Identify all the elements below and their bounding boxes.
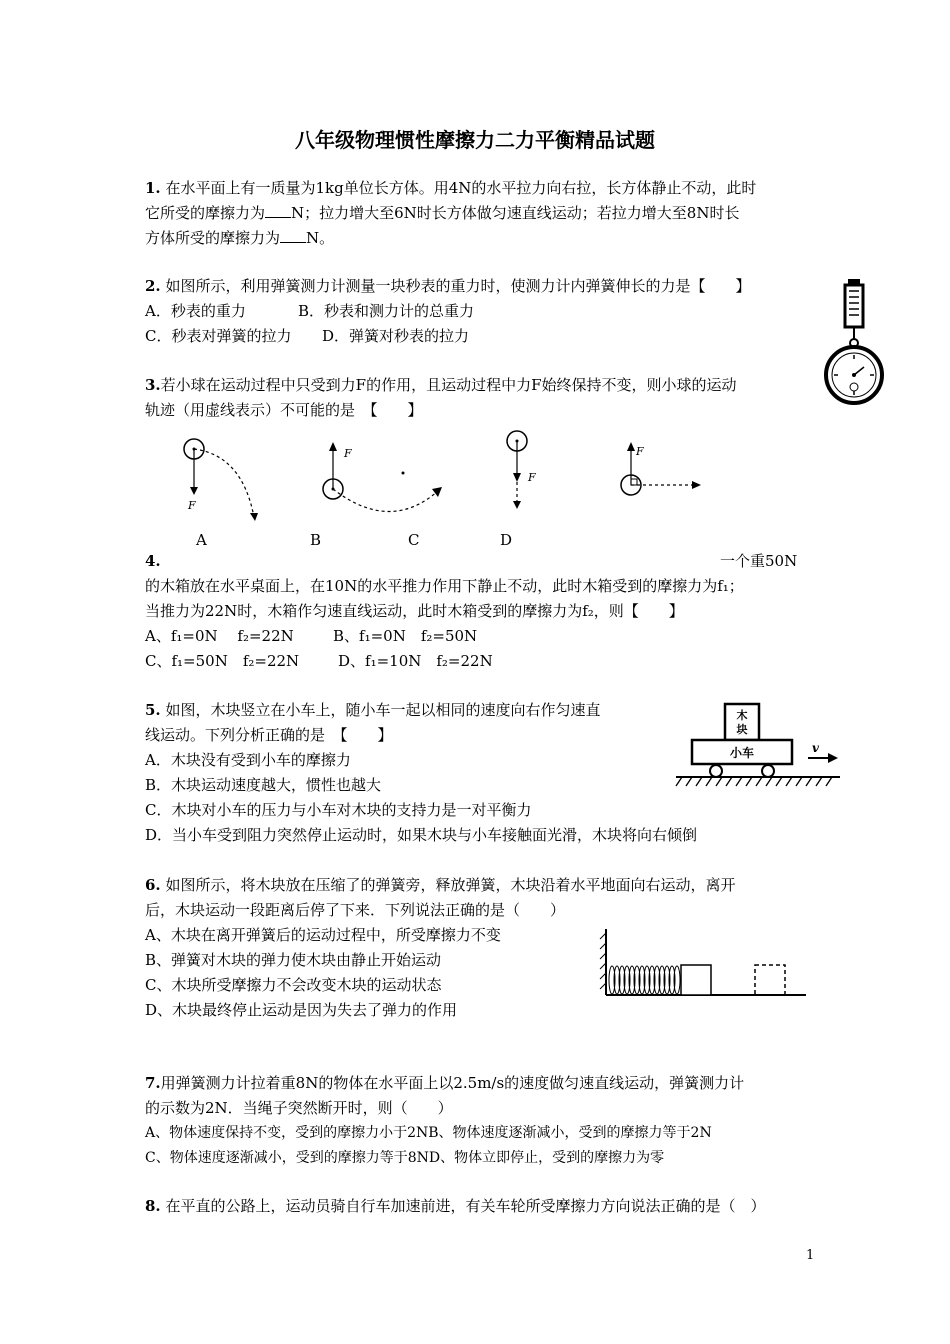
spring-block-figure [598,925,808,1000]
q7-number: 7. [145,1074,161,1092]
q3-stem-1: 若小球在运动过程中只受到力F的作用，且运动过程中力F始终保持不变，则小球的运动 [160,376,737,394]
block-label-char: 块 [736,723,748,736]
q7-options-ab: A、物体速度保持不变，受到的摩擦力小于2NB、物体速度逐渐减小，受到的摩擦力等于2N [145,1125,712,1141]
q5-option-a: A．木块没有受到小车的摩擦力 [145,751,351,769]
q5-number: 5. [145,701,161,719]
q1-line2 [145,203,739,223]
q5-option-b: B．木块运动速度越大，惯性也越大 [145,776,382,794]
force-label-c: F [528,471,536,484]
q1-line3 [145,228,334,248]
q4-option-c: C、f₁=50N f₂=22N [145,652,300,670]
trajectory-label-d: D [500,531,513,549]
q3-number: 3. [145,376,161,394]
q5-stem-1: 如图，木块竖立在小车上，随小车一起以相同的速度向右作匀速直 [165,701,601,719]
q6-line1 [145,875,735,895]
q7-options-cd: C、物体速度逐渐减小，受到的摩擦力等于8ND、物体立即停止，受到的摩擦力为零 [145,1150,665,1166]
q2-option-c: C．秒表对弹簧的拉力 [145,327,292,345]
trajectory-option-d [507,431,536,509]
dot-mark [402,472,405,475]
q8-line1 [145,1196,765,1216]
trajectory-figure [170,425,730,535]
cart-block-figure [672,700,844,790]
q1-number: 1. [145,179,161,197]
q1-stem-2a: 它所受的摩擦力为 [145,204,266,222]
q6-option-a: A、木块在离开弹簧后的运动过程中，所受摩擦力不变 [145,926,501,944]
q6-option-b: B、弹簧对木块的弹力使木块由静止开始运动 [145,951,442,969]
q2-option-b: B．秒表和测力计的总重力 [298,302,475,320]
q7-line1 [145,1073,744,1093]
q4-stem-3: 当推力为22N时，木箱作匀速直线运动，此时木箱受到的摩擦力为f₂，则【 】 [145,602,684,620]
q1-line1 [145,178,756,198]
q4-option-b: B、f₁=0N f₂=50N [333,627,478,645]
q5-option-d: D．当小车受到阻力突然停止运动时，如果木块与小车接触面光滑，木块将向右倾倒 [145,826,698,844]
q8-stem-1: 在平直的公路上，运动员骑自行车加速前进，有关车轮所受摩擦力方向说法正确的是（ ） [165,1197,766,1215]
q7-stem-2: 的示数为2N．当绳子突然断开时，则（ ） [145,1099,453,1117]
q5-stem-2: 线运动。下列分析正确的是 【 】 [145,726,393,744]
q4-stem-1: 一个重50N [720,552,798,570]
answer-blank[interactable] [280,228,306,243]
q6-stem-2: 后，木块运动一段距离后停了下来．下列说法正确的是（ ） [145,901,566,919]
q5-option-c: C．木块对小车的压力与小车对木块的支持力是一对平衡力 [145,801,532,819]
q4-option-a: A、f₁=0N f₂=22N [145,627,294,645]
q5-line1 [145,700,600,720]
trajectory-label-a: A [196,531,207,549]
q4-option-d: D、f₁=10N f₂=22N [338,652,493,670]
q7-stem-1: 用弹簧测力计拉着重8N的物体在水平面上以2.5m/s的速度做匀速直线运动，弹簧测力计 [160,1074,745,1092]
trajectory-option-a [184,439,258,521]
q8-number: 8. [145,1197,161,1215]
trajectory-option-e [621,442,701,495]
force-label-a: F [188,499,196,512]
block-label-char: 木 [736,709,748,722]
q4-stem-2: 的木箱放在水平桌面上，在10N的水平推力作用下静止不动，此时木箱受到的摩擦力为f₁； [145,577,744,595]
trajectory-label-c: C [408,531,420,549]
page-title: 八年级物理惯性摩擦力二力平衡精品试题 [295,128,655,152]
q6-option-c: C、木块所受摩擦力不会改变木块的运动状态 [145,976,442,994]
q2-stem-line [145,276,750,296]
cart-label: 小车 [729,746,755,760]
q2-option-d: D．弹簧对秒表的拉力 [322,327,470,345]
q4-number: 4. [145,552,161,570]
force-label-d: F [636,445,644,458]
q1-stem-2b: N；拉力增大至6N时长方体做匀速直线运动；若拉力增大至8N时长 [291,204,740,222]
q6-number: 6. [145,876,161,894]
q1-stem-3b: N。 [306,229,335,247]
stopwatch-spring-scale-figure [820,275,900,405]
velocity-label: v [812,741,819,755]
q6-stem-1: 如图所示，将木块放在压缩了的弹簧旁，释放弹簧，木块沿着水平地面向右运动，离开 [165,876,736,894]
q3-line1 [145,375,737,395]
q1-stem-1: 在水平面上有一质量为1kg单位长方体。用4N的水平拉力向右拉，长方体静止不动，此时 [165,179,757,197]
q1-stem-3a: 方体所受的摩擦力为 [145,229,281,247]
q2-option-a: A．秒表的重力 [145,302,246,320]
q2-stem: 如图所示，利用弹簧测力计测量一块秒表的重力时，使测力计内弹簧伸长的力是【 】 [165,277,751,295]
q3-stem-2: 轨迹（用虚线表示）不可能的是 【 】 [145,401,423,419]
trajectory-option-b [323,442,442,512]
page-number: 1 [806,1248,815,1263]
force-label-b: F [344,447,352,460]
answer-blank[interactable] [265,203,291,218]
trajectory-label-b: B [310,531,322,549]
q6-option-d: D、木块最终停止运动是因为失去了弹力的作用 [145,1001,458,1019]
q2-number: 2. [145,277,161,295]
